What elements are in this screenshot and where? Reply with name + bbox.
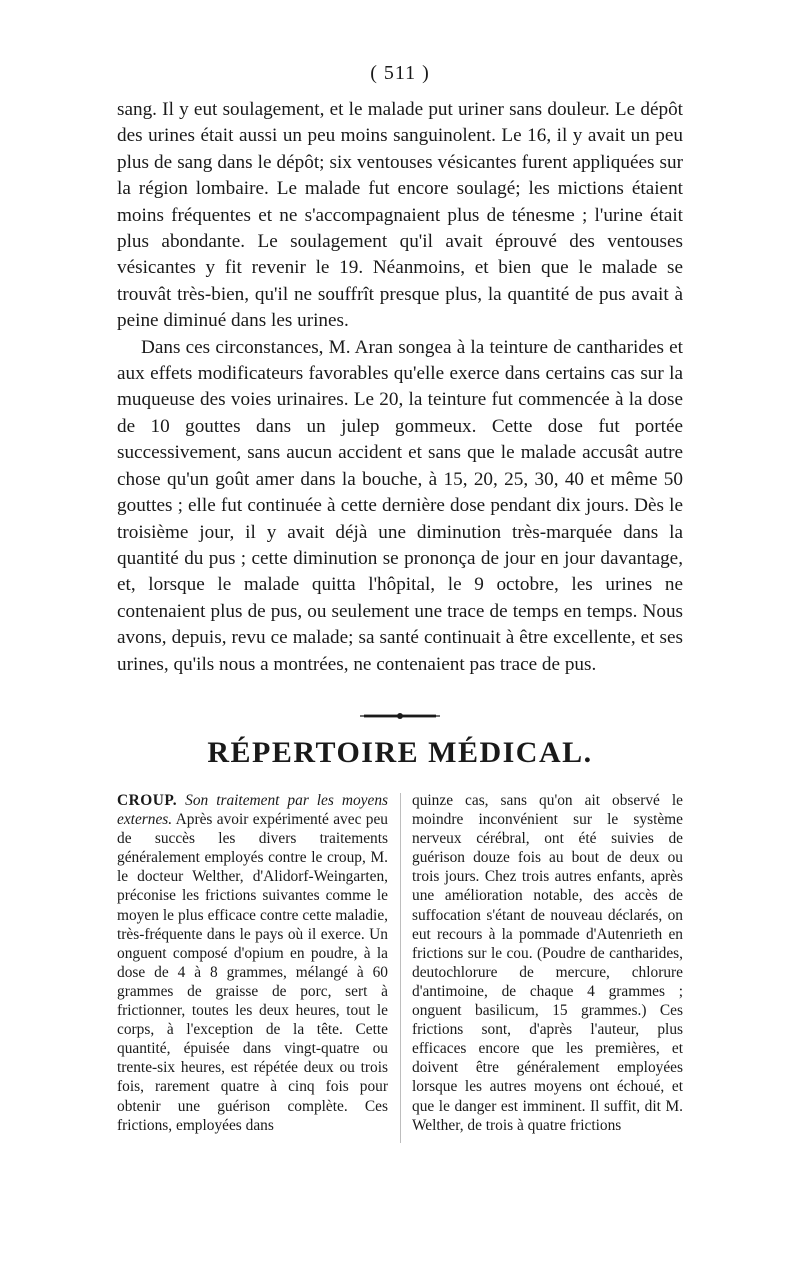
left-column <box>117 791 388 1135</box>
repertoire-columns <box>117 791 683 1151</box>
main-text <box>117 97 683 678</box>
entry-subtitle: Son traitement par les moyens externes. <box>117 792 388 829</box>
column-divider <box>400 793 401 1143</box>
page-number: ( 511 ) <box>370 62 430 84</box>
entry-headword: CROUP. <box>117 792 178 809</box>
section-title: RÉPERTOIRE MÉDICAL. <box>207 736 593 769</box>
entry-text-right: quinze cas, sans qu'on ait observé le moindre inconvénient sur le système nerveux cérébral, ont été suivies de guérison douze fois au bout de deux ou trois jours. Chez trois autres enfants, après une amélioration notable, des accès de suffocation s'étant de nouveau déclarés, on eut recours à la pommade d'Autenrieth en frictions sur le cou. (Poudre de cantharides, deutochlorure de mercure, chlorure d'antimoine, de chaque 4 grammes ; onguent basilicum, 15 grammes.) Ces frictions sont, d'après l'auteur, plus efficaces encore que les premières, et doivent être généralement employées lorsque les autres moyens ont échoué, et que le danger est imminent. Il suffit, dit M. Welther, de trois à quatre frictions <box>412 792 683 1134</box>
entry-croup <box>117 791 388 1135</box>
divider-ornament-icon <box>360 712 440 720</box>
paragraph-2: Dans ces circonstances, M. Aran songea à la teinture de cantharides et aux effets modificateurs favorables qu'elle exerce dans certains cas sur la muqueuse des voies urinaires. Le 20, la teinture fut commencée à la dose de 10 gouttes dans un julep gommeux. Cette dose fut portée successivement, sans aucun accident et sans que le malade accusât autre chose qu'un goût amer dans la bouche, à 15, 20, 25, 30, 40 et même 50 gouttes ; elle fut continuée à cette dernière dose pendant dix jours. Dès le troisième jour, il y avait déjà une diminution très-marquée dans la quantité du pus ; cette diminution se prononça de jour en jour davantage, et, lorsque le malade quitta l'hôpital, le 9 octobre, les urines ne contenaient plus de pus, ou seulement une trace de temps en temps. Nous avons, depuis, revu ce malade; sa santé continuait à être excellente, et ses urines, qu'ils nous a montrées, ne contenaient pas trace de pus. <box>117 336 683 675</box>
right-column <box>412 791 683 1135</box>
ornamental-divider <box>0 712 800 720</box>
paragraph-1: sang. Il y eut soulagement, et le malade put uriner sans douleur. Le dépôt des urines était aussi un peu moins sanguinolent. Le 16, il y avait un peu plus de sang dans le dépôt; six ventouses vésicantes furent appliquées sur la région lombaire. Le malade fut encore soulagé; les mictions étaient moins fréquentes et ne s'accompagnaient plus de ténesme ; l'urine était plus abondante. Le soulagement qu'il avait éprouvé des ventouses vésicantes y fit revenir le 19. Néanmoins, et bien que le malade se trouvât très-bien, qu'il ne souffrît presque plus, la quantité de pus avait à peine diminué dans les urines. <box>117 99 683 332</box>
entry-text-left: Après avoir expérimenté avec peu de succès les divers traitements généralement employés contre le croup, M. le docteur Welther, d'Alidorf-Weingarten, préconise les frictions suivantes comme le moyen le plus efficace contre cette maladie, très-fréquente dans le pays où il exerce. Un onguent composé d'opium en poudre, à la dose de 4 à 8 grammes, mélangé à 60 grammes de graisse de porc, sert à frictionner, toutes les deux heures, tout le corps, à l'exception de la tête. Cette quantité, épuisée dans vingt-quatre ou trente-six heures, est répétée deux ou trois fois, rarement quatre à cinq fois pour obtenir une guérison complète. Ces frictions, employées dans <box>117 811 388 1134</box>
